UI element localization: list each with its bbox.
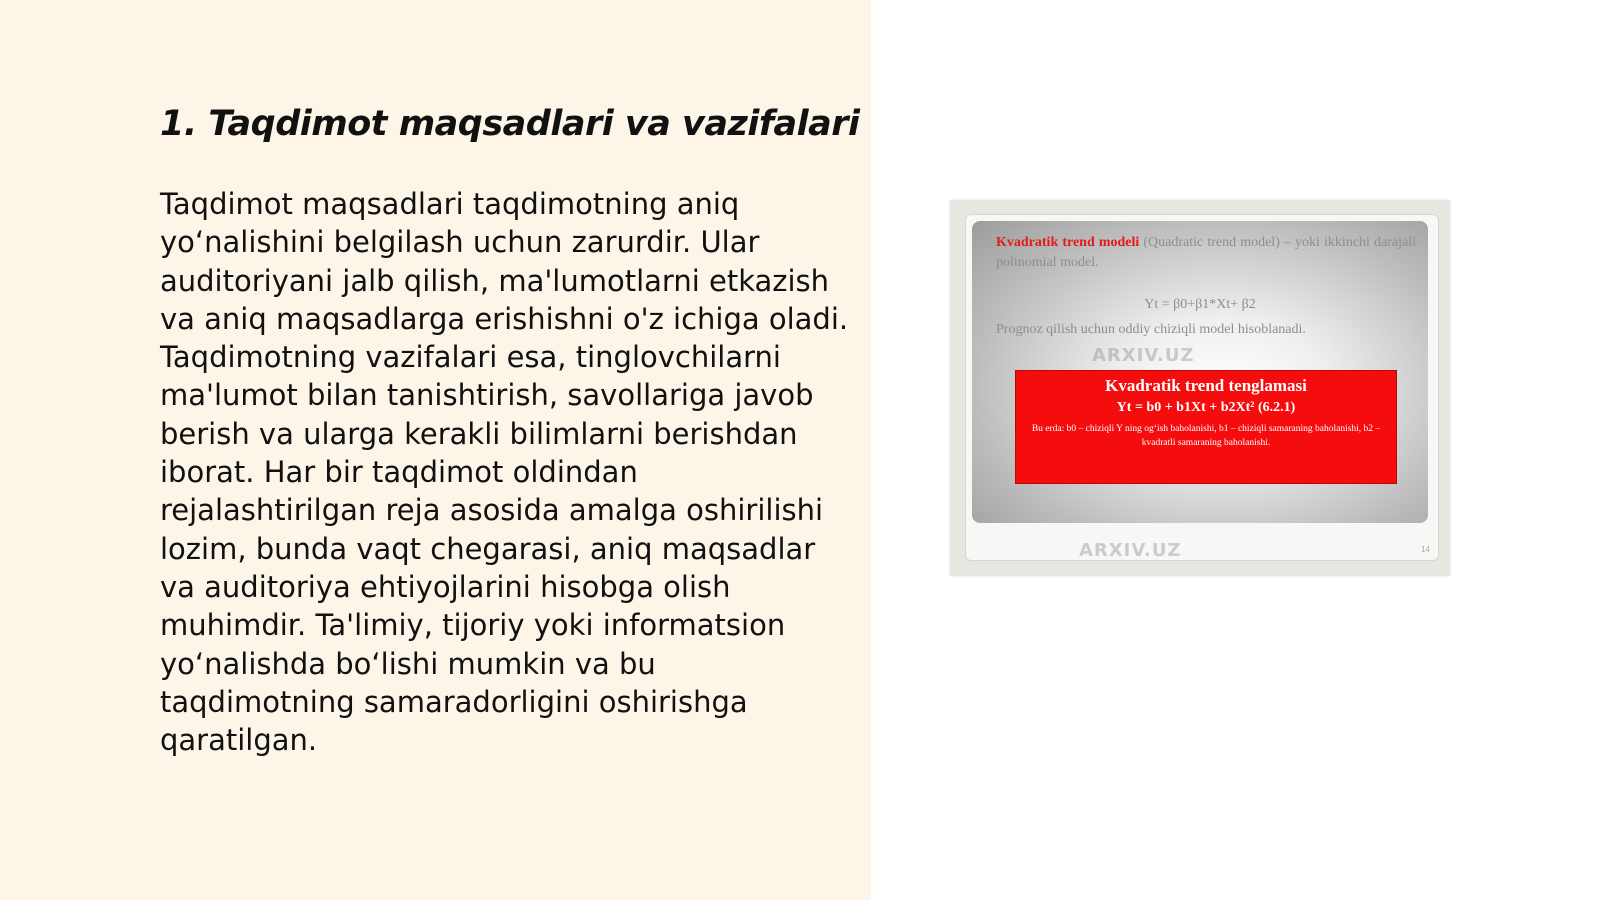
slide-intro-rest: (Quadratic trend model) – yoki ikkinchi darajali polinomial model. bbox=[996, 235, 1416, 270]
equation-box-formula: Yt = b0 + b1Xt + b2Xt² (6.2.1) bbox=[1116, 400, 1296, 415]
slide-frame bbox=[965, 214, 1439, 561]
slide-intro-text bbox=[996, 233, 1416, 273]
slide-number: 14 bbox=[1421, 545, 1430, 554]
equation-box bbox=[1015, 370, 1397, 484]
equation-box-note: Bu erda: b0 – chiziqli Y ning og‘ish baholanishi, b1 – chiziqli samaraning baholanishi, b2 – kvadratli samaraning baholanishi. bbox=[1031, 424, 1381, 448]
slide-content bbox=[972, 221, 1428, 523]
slide-formula: Yt = β0+β1*Xt+ β2 bbox=[1144, 297, 1256, 312]
body-paragraph: Taqdimot maqsadlari taqdimotning aniq yo‘nalishini belgilash uchun zarurdir. Ular auditoriyani jalb qilish, ma'lumotlarni etkazish va aniq maqsadlarga erishishni o'z ichiga oladi. Taqdimotning vazifalari esa, tinglovchilarni ma'lumot bilan tanishtirish, savollariga javob berish va ularga kerakli bilimlarni berishdan iborat. Har bir taqdimot oldindan rejalashtirilgan reja asosida amalga oshirilishi lozim, bunda vaqt chegarasi, aniq maqsadlar va auditoriya ehtiyojlarini hisobga olish muhimdir. Ta'limiy, tijoriy yoki informatsion yo‘nalishda bo‘lishi mumkin va bu taqdimotning samaradorligini oshirishga qaratilgan. bbox=[160, 187, 849, 758]
slide-second-text: Prognoz qilish uchun oddiy chiziqli model hisoblanadi. bbox=[996, 322, 1306, 337]
watermark: ARXIV.UZ bbox=[1092, 345, 1195, 366]
slide-image bbox=[950, 200, 1450, 576]
equation-box-title: Kvadratik trend tenglamasi bbox=[1105, 376, 1307, 395]
section-heading: 1. Taqdimot maqsadlari va vazifalari bbox=[160, 104, 860, 144]
slide-highlight-term: Kvadratik trend modeli bbox=[996, 235, 1140, 250]
watermark: ARXIV.UZ bbox=[1079, 540, 1182, 561]
